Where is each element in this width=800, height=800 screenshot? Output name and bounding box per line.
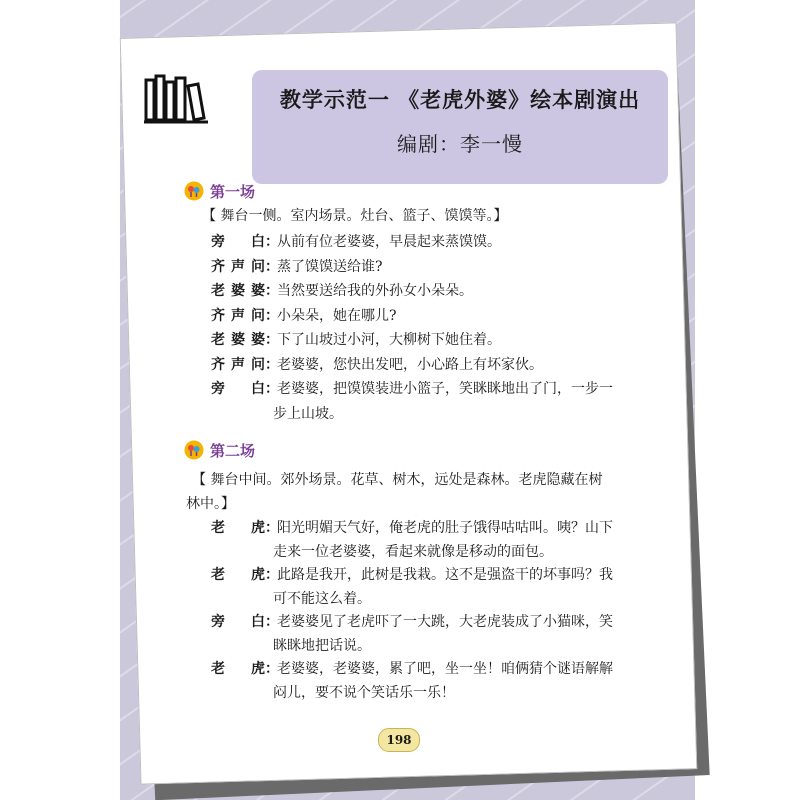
dialogue-text-cont: 眯眯地把话说。	[273, 637, 371, 654]
speaker-colon: ：	[265, 520, 279, 536]
speaker-char: 婆	[231, 283, 245, 299]
scene2-label: 第二场	[210, 442, 256, 460]
speaker-label	[211, 329, 279, 352]
speaker-char: 声	[231, 356, 245, 373]
speaker-label	[211, 517, 279, 540]
dialogue-text-cont: 闷儿，要不说个笑话乐一乐！	[273, 684, 455, 701]
dialogue-text: 当然要送给我的外孙女小朵朵。	[277, 283, 473, 299]
speaker-colon: ：	[265, 307, 279, 324]
speaker-char: 旁	[211, 234, 225, 250]
speaker-label	[211, 305, 279, 328]
speaker-char: 婆	[251, 332, 265, 348]
speaker-colon: ：	[265, 356, 279, 373]
speaker-char: 老	[211, 520, 225, 536]
speaker-label	[211, 280, 279, 303]
speaker-label	[211, 231, 279, 254]
speaker-colon: ：	[265, 614, 279, 630]
speaker-label	[211, 658, 279, 681]
speaker-char: 旁	[211, 381, 225, 397]
speaker-label	[211, 611, 279, 634]
dialogue-text: 蒸了馍馍送给谁?	[277, 258, 383, 275]
speaker-char: 齐	[211, 258, 225, 275]
scene-marker-icon	[184, 440, 204, 460]
dialogue-text-cont: 步上山坡。	[273, 405, 343, 422]
speaker-colon: ：	[265, 332, 279, 348]
speaker-char: 老	[211, 661, 225, 677]
scene2-heading	[184, 440, 304, 462]
speaker-char: 白	[251, 614, 265, 630]
speaker-char: 婆	[251, 283, 265, 299]
dialogue-text: 小朵朵，她在哪儿?	[277, 307, 397, 324]
dialogue-text: 阳光明媚天气好，俺老虎的肚子饿得咕咕叫。咦？山下	[277, 520, 613, 536]
speaker-colon: ：	[265, 258, 279, 275]
speaker-char: 声	[231, 307, 245, 324]
speaker-char: 问	[251, 258, 265, 275]
speaker-char: 虎	[251, 567, 265, 583]
speaker-char: 老	[211, 567, 225, 583]
speaker-char: 虎	[251, 520, 265, 536]
page-subtitle: 编剧：李一慢	[397, 132, 523, 156]
page-title: 教学示范一 《老虎外婆》绘本剧演出	[279, 88, 641, 112]
scene2-stage-direction: 【 舞台中间。郊外场景。花草、树木，远处是森林。老虎隐藏在树	[192, 472, 603, 488]
speaker-char: 问	[251, 356, 265, 373]
dialogue-text: 老婆婆见了老虎吓了一大跳，大老虎装成了小猫咪，笑	[277, 614, 613, 630]
speaker-char: 白	[251, 234, 265, 250]
dialogue-text-cont: 走来一位老婆婆，看起来就像是移动的面包。	[273, 543, 553, 560]
dialogue-text: 老婆婆，您快出发吧，小心路上有坏家伙。	[277, 356, 543, 373]
speaker-char: 虎	[251, 661, 265, 677]
speaker-char: 齐	[211, 307, 225, 324]
dialogue-text: 老婆婆，把馍馍装进小篮子，笑眯眯地出了门，一步一	[277, 381, 613, 397]
dialogue-text: 从前有位老婆婆，早晨起来蒸馍馍。	[277, 234, 501, 250]
scene1-heading	[184, 181, 304, 203]
speaker-colon: ：	[265, 283, 279, 299]
scene1-label: 第一场	[210, 183, 256, 201]
speaker-label	[211, 256, 279, 279]
speaker-label	[211, 354, 279, 377]
speaker-label	[211, 564, 279, 587]
speaker-label	[211, 378, 279, 401]
speaker-char: 问	[251, 307, 265, 324]
speaker-char: 老	[211, 332, 225, 348]
speaker-char: 老	[211, 283, 225, 299]
speaker-colon: ：	[265, 567, 279, 583]
speaker-char: 声	[231, 258, 245, 275]
dialogue-text-cont: 可不能这么着。	[273, 590, 371, 607]
speaker-char: 齐	[211, 356, 225, 373]
speaker-char: 婆	[231, 332, 245, 348]
speaker-colon: ：	[265, 661, 279, 677]
dialogue-text: 老婆婆，老婆婆，累了吧，坐一坐！咱俩猜个谜语解解	[277, 661, 613, 677]
speaker-colon: ：	[265, 381, 279, 397]
speaker-colon: ：	[265, 234, 279, 250]
speaker-char: 旁	[211, 614, 225, 630]
scene1-stage-direction: 【 舞台一侧。室内场景。灶台、篮子、馍馍等。】	[202, 208, 508, 224]
page-number: 198	[378, 728, 420, 752]
dialogue-text: 下了山坡过小河，大柳树下她住着。	[277, 332, 501, 348]
scene2-stage-direction-cont: 林中。】	[186, 496, 235, 512]
scene-marker-icon	[184, 181, 204, 201]
dialogue-text: 此路是我开，此树是我栽。这不是强盗干的坏事吗？我	[277, 567, 613, 583]
speaker-char: 白	[251, 381, 265, 397]
books-icon	[142, 70, 212, 126]
